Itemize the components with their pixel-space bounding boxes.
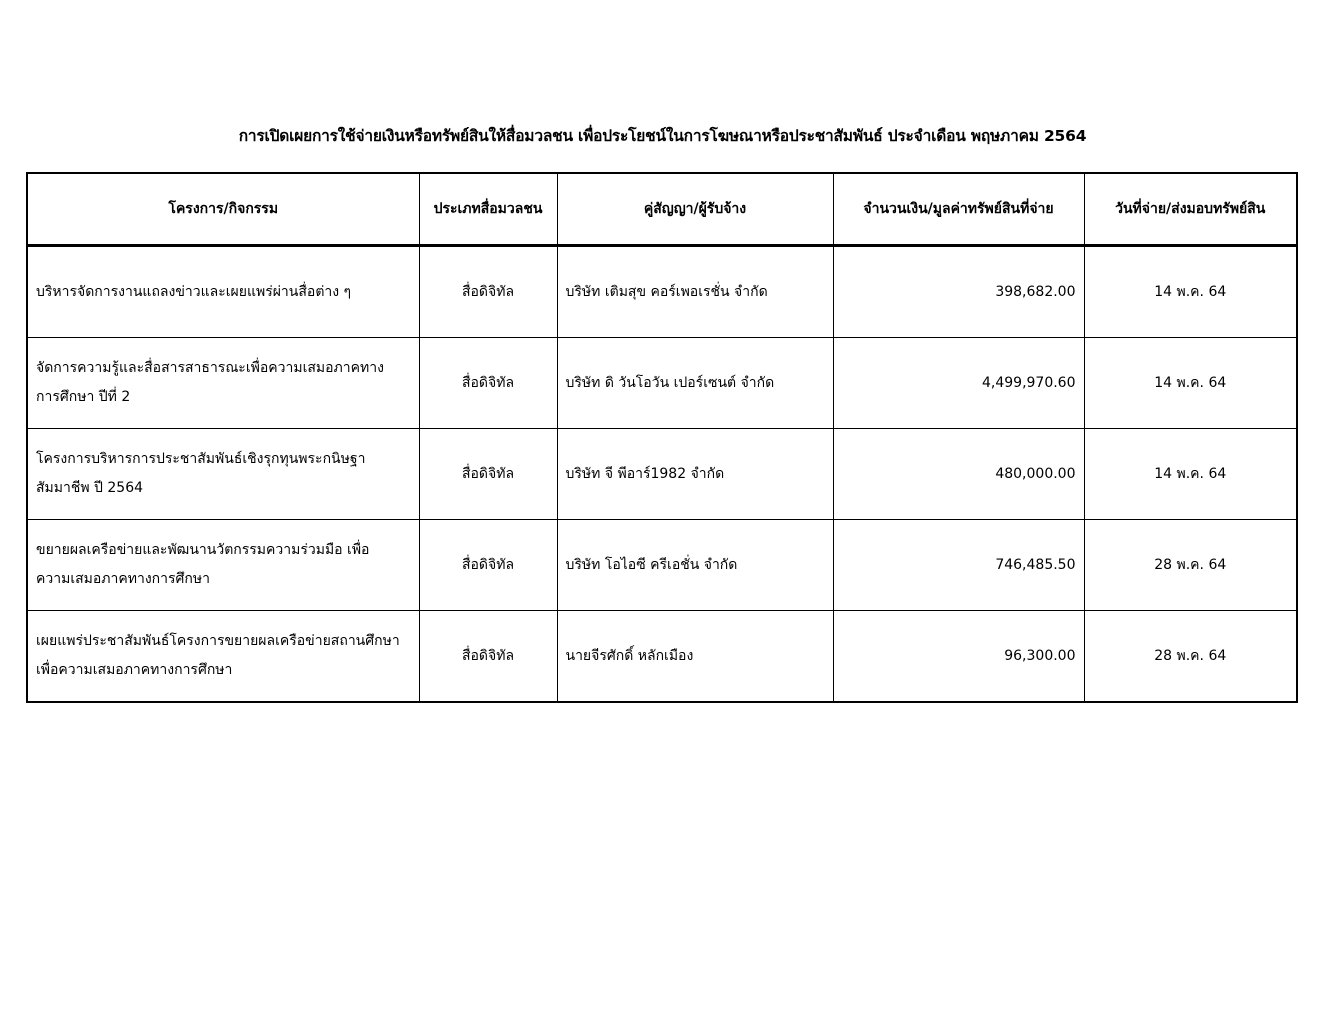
cell-project bbox=[27, 429, 419, 520]
cell-amount: 96,300.00 bbox=[833, 611, 1084, 703]
table-header-row bbox=[27, 173, 1297, 246]
cell-project bbox=[27, 338, 419, 429]
cell-media-type: สื่อดิจิทัล bbox=[419, 611, 557, 703]
cell-project bbox=[27, 246, 419, 338]
header-amount: จำนวนเงิน/มูลค่าทรัพย์สินที่จ่าย bbox=[833, 173, 1084, 246]
cell-amount: 480,000.00 bbox=[833, 429, 1084, 520]
cell-project bbox=[27, 611, 419, 703]
header-media-type: ประเภทสื่อมวลชน bbox=[419, 173, 557, 246]
cell-amount: 746,485.50 bbox=[833, 520, 1084, 611]
project-line: บริหารจัดการงานแถลงข่าวและเผยแพร่ผ่านสื่อต่าง ๆ bbox=[36, 283, 352, 300]
project-line: ขยายผลเครือข่ายและพัฒนานวัตกรรมความร่วมมือ เพื่อ bbox=[36, 542, 370, 558]
project-line: ความเสมอภาคทางการศึกษา bbox=[36, 571, 210, 587]
cell-amount: 4,499,970.60 bbox=[833, 338, 1084, 429]
cell-media-type: สื่อดิจิทัล bbox=[419, 429, 557, 520]
table-row bbox=[27, 611, 1297, 703]
header-date: วันที่จ่าย/ส่งมอบทรัพย์สิน bbox=[1084, 173, 1297, 246]
project-line: การศึกษา ปีที่ 2 bbox=[36, 389, 131, 405]
project-line: สัมมาชีพ ปี 2564 bbox=[36, 480, 144, 496]
table-row bbox=[27, 338, 1297, 429]
cell-vendor: นายจีรศักดิ์ หลักเมือง bbox=[557, 611, 833, 703]
project-line: โครงการบริหารการประชาสัมพันธ์เชิงรุกทุนพระกนิษฐา bbox=[36, 451, 366, 467]
cell-vendor: บริษัท จี พีอาร์1982 จำกัด bbox=[557, 429, 833, 520]
header-vendor: คู่สัญญา/ผู้รับจ้าง bbox=[557, 173, 833, 246]
project-line: เพื่อความเสมอภาคทางการศึกษา bbox=[36, 662, 233, 678]
header-project: โครงการ/กิจกรรม bbox=[27, 173, 419, 246]
cell-date: 28 พ.ค. 64 bbox=[1084, 611, 1297, 703]
cell-vendor: บริษัท ดิ วันโอวัน เปอร์เซนต์ จำกัด bbox=[557, 338, 833, 429]
table-row bbox=[27, 429, 1297, 520]
table-row bbox=[27, 520, 1297, 611]
project-line: จัดการความรู้และสื่อสารสาธารณะเพื่อความเสมอภาคทาง bbox=[36, 360, 384, 376]
disclosure-table bbox=[26, 172, 1298, 703]
cell-date: 14 พ.ค. 64 bbox=[1084, 429, 1297, 520]
cell-media-type: สื่อดิจิทัล bbox=[419, 338, 557, 429]
cell-media-type: สื่อดิจิทัล bbox=[419, 520, 557, 611]
cell-date: 14 พ.ค. 64 bbox=[1084, 246, 1297, 338]
cell-vendor: บริษัท โอไอซี ครีเอชั่น จำกัด bbox=[557, 520, 833, 611]
cell-date: 28 พ.ค. 64 bbox=[1084, 520, 1297, 611]
page-title: การเปิดเผยการใช้จ่ายเงินหรือทรัพย์สินให้สื่อมวลชน เพื่อประโยชน์ในการโฆษณาหรือประชาสัมพันธ์ ประจำเดือน พฤษภาคม 2564 bbox=[238, 127, 1087, 145]
cell-media-type: สื่อดิจิทัล bbox=[419, 246, 557, 338]
cell-vendor: บริษัท เติมสุข คอร์เพอเรชั่น จำกัด bbox=[557, 246, 833, 338]
project-line: เผยแพร่ประชาสัมพันธ์โครงการขยายผลเครือข่ายสถานศึกษา bbox=[36, 633, 400, 649]
cell-date: 14 พ.ค. 64 bbox=[1084, 338, 1297, 429]
table-row bbox=[27, 246, 1297, 338]
cell-project bbox=[27, 520, 419, 611]
cell-amount: 398,682.00 bbox=[833, 246, 1084, 338]
